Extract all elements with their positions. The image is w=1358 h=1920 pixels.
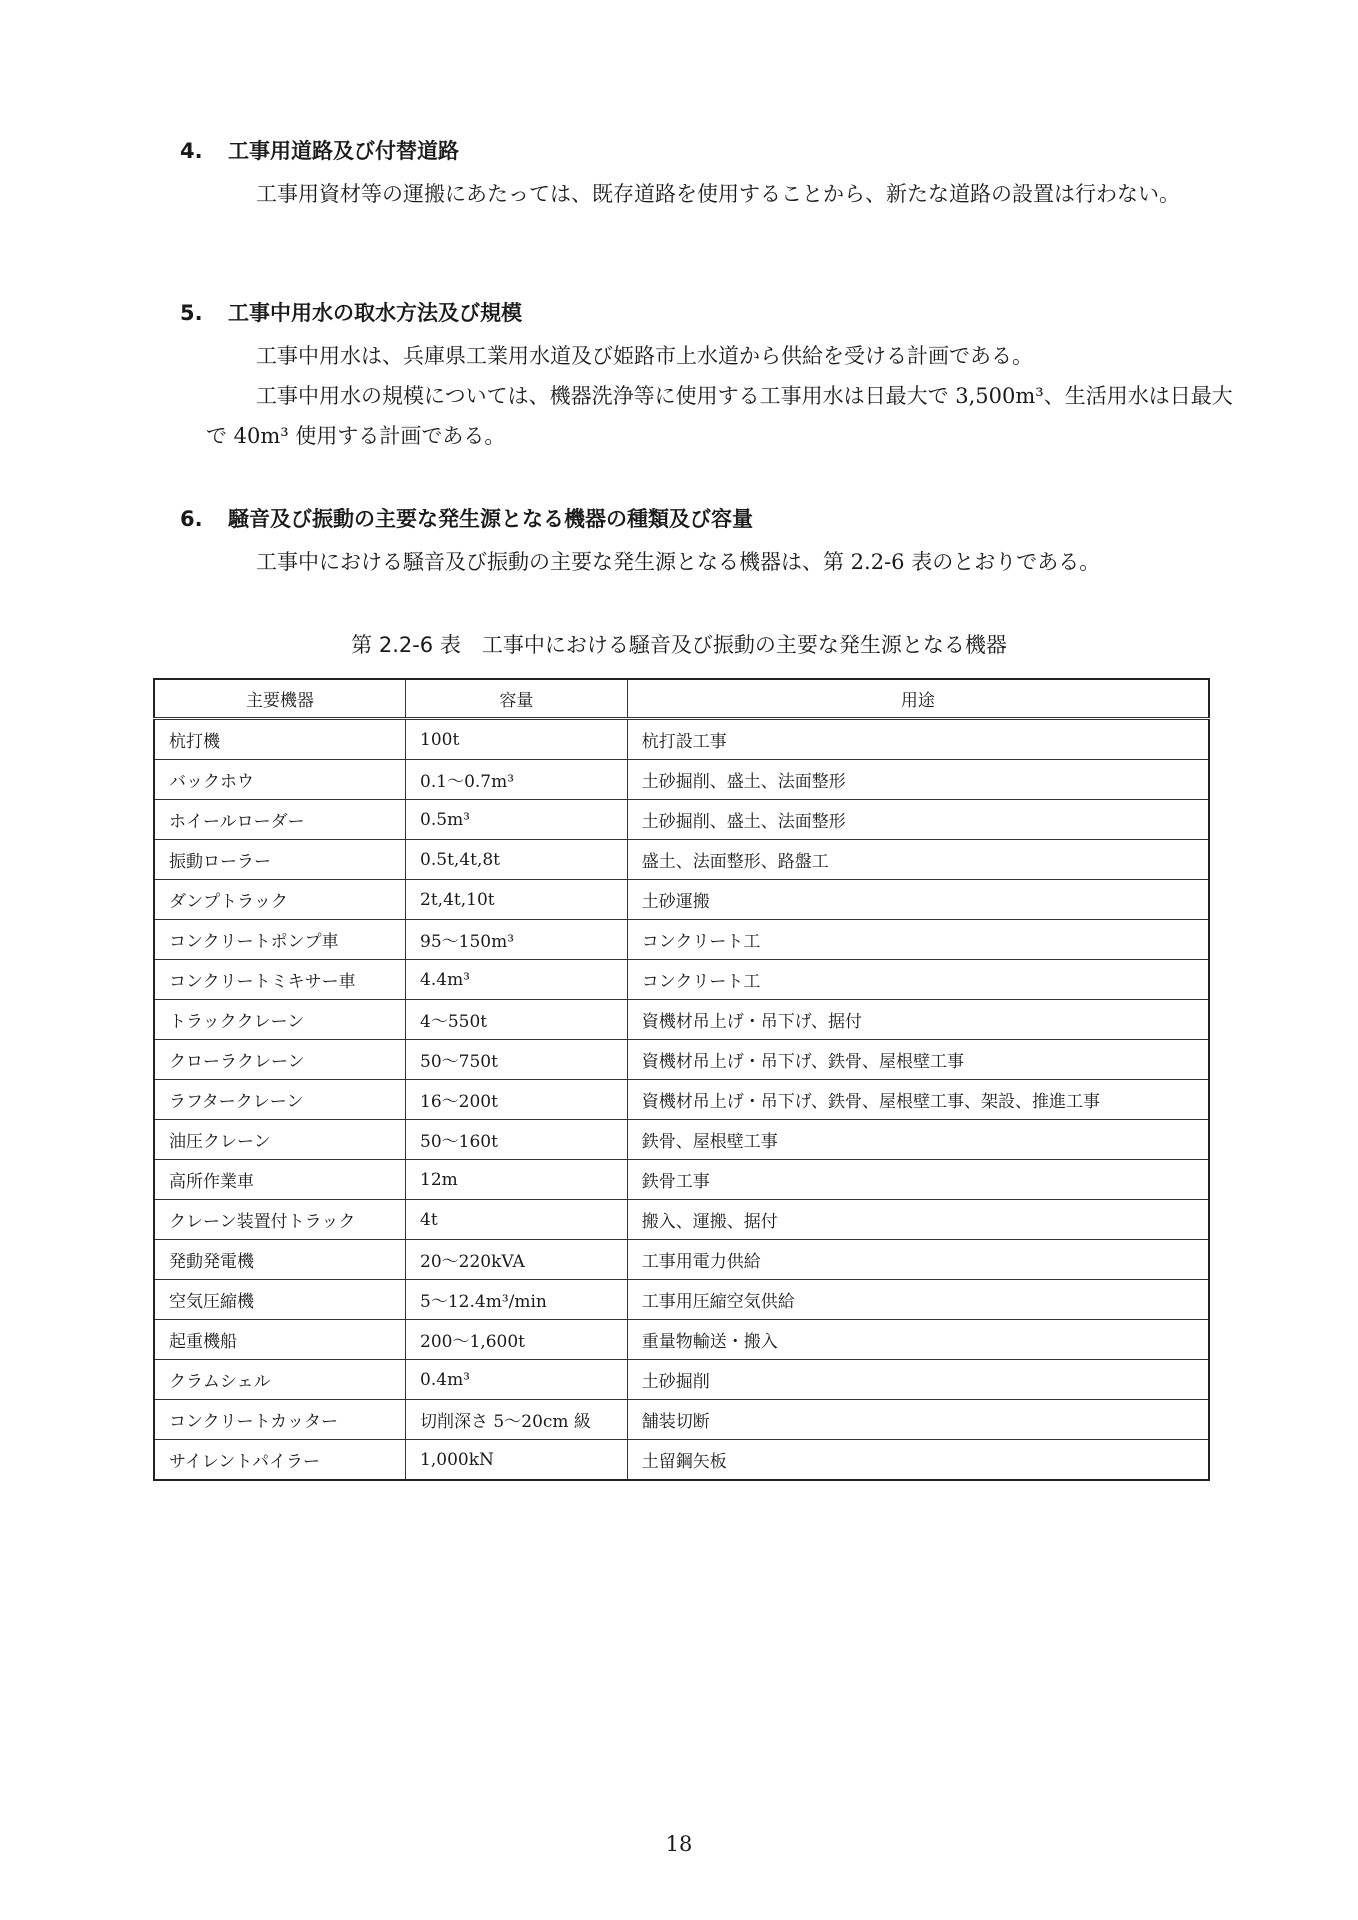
cell-capacity: 100t	[406, 719, 628, 760]
cell-equipment: 発動発電機	[154, 1240, 406, 1280]
cell-purpose: 杭打設工事	[627, 719, 1209, 760]
table-row	[154, 840, 1209, 880]
cell-capacity: 50～160t	[406, 1120, 628, 1160]
cell-capacity: 12m	[406, 1160, 628, 1200]
table-row	[154, 1400, 1209, 1440]
section-title: 騒音及び振動の主要な発生源となる機器の種類及び容量	[228, 507, 753, 531]
cell-equipment: ホイールローダー	[154, 800, 406, 840]
table-row	[154, 1320, 1209, 1360]
cell-equipment: クレーン装置付トラック	[154, 1200, 406, 1240]
table-row	[154, 1000, 1209, 1040]
table-row	[154, 1360, 1209, 1400]
cell-capacity: 0.5t,4t,8t	[406, 840, 628, 880]
table-row	[154, 1280, 1209, 1320]
cell-equipment: ダンプトラック	[154, 880, 406, 920]
cell-capacity: 0.1～0.7m³	[406, 760, 628, 800]
cell-capacity: 20～220kVA	[406, 1240, 628, 1280]
section-paragraph: 工事用資材等の運搬にあたっては、既存道路を使用することから、新たな道路の設置は行わない。	[256, 182, 1180, 206]
section-heading	[180, 504, 1240, 534]
cell-equipment: クローラクレーン	[154, 1040, 406, 1080]
cell-purpose: 土砂運搬	[627, 880, 1209, 920]
table-row	[154, 760, 1209, 800]
cell-purpose: 資機材吊上げ・吊下げ、鉄骨、屋根壁工事	[627, 1040, 1209, 1080]
cell-capacity: 0.5m³	[406, 800, 628, 840]
table-row	[154, 1240, 1209, 1280]
table-row	[154, 1040, 1209, 1080]
cell-equipment: クラムシェル	[154, 1360, 406, 1400]
section-number: 4.	[180, 139, 203, 163]
page-number: 18	[665, 1832, 693, 1856]
cell-equipment: コンクリートミキサー車	[154, 960, 406, 1000]
cell-capacity: 2t,4t,10t	[406, 880, 628, 920]
column-header-purpose: 用途	[627, 679, 1209, 719]
cell-equipment: 振動ローラー	[154, 840, 406, 880]
section-number: 5.	[180, 301, 203, 325]
cell-equipment: ラフタークレーン	[154, 1080, 406, 1120]
cell-purpose: 土砂掘削	[627, 1360, 1209, 1400]
cell-purpose: 資機材吊上げ・吊下げ、鉄骨、屋根壁工事、架設、推進工事	[627, 1080, 1209, 1120]
cell-purpose: 重量物輸送・搬入	[627, 1320, 1209, 1360]
cell-purpose: コンクリート工	[627, 920, 1209, 960]
equipment-table	[153, 678, 1210, 1481]
cell-purpose: 土留鋼矢板	[627, 1440, 1209, 1481]
cell-purpose: 資機材吊上げ・吊下げ、据付	[627, 1000, 1209, 1040]
section-heading	[180, 298, 1240, 328]
cell-capacity: 200～1,600t	[406, 1320, 628, 1360]
cell-purpose: 工事用圧縮空気供給	[627, 1280, 1209, 1320]
table-row	[154, 920, 1209, 960]
cell-purpose: 土砂掘削、盛土、法面整形	[627, 800, 1209, 840]
cell-purpose: 鉄骨工事	[627, 1160, 1209, 1200]
table-row	[154, 719, 1209, 760]
section-paragraph: 工事中における騒音及び振動の主要な発生源となる機器は、第 2.2-6 表のとおりである。	[256, 550, 1101, 574]
table-row	[154, 1440, 1209, 1481]
section-paragraph: 工事中用水は、兵庫県工業用水道及び姫路市上水道から供給を受ける計画である。	[256, 344, 1033, 368]
section-paragraph: 工事中用水の規模については、機器洗浄等に使用する工事用水は日最大で 3,500m³、生活用水は日最大で 40m³ 使用する計画である。	[206, 384, 1233, 448]
cell-capacity: 4t	[406, 1200, 628, 1240]
section-heading	[180, 136, 1240, 166]
section-5	[180, 298, 1240, 456]
cell-equipment: 起重機船	[154, 1320, 406, 1360]
cell-capacity: 4.4m³	[406, 960, 628, 1000]
section-title: 工事中用水の取水方法及び規模	[228, 301, 522, 325]
cell-equipment: 空気圧縮機	[154, 1280, 406, 1320]
table-caption: 第 2.2-6 表 工事中における騒音及び振動の主要な発生源となる機器	[351, 633, 1007, 657]
table-row	[154, 880, 1209, 920]
cell-equipment: バックホウ	[154, 760, 406, 800]
cell-equipment: トラッククレーン	[154, 1000, 406, 1040]
cell-purpose: 鉄骨、屋根壁工事	[627, 1120, 1209, 1160]
cell-purpose: 搬入、運搬、据付	[627, 1200, 1209, 1240]
cell-equipment: コンクリートカッター	[154, 1400, 406, 1440]
cell-purpose: 工事用電力供給	[627, 1240, 1209, 1280]
cell-equipment: 杭打機	[154, 719, 406, 760]
cell-capacity: 50～750t	[406, 1040, 628, 1080]
table-row	[154, 1120, 1209, 1160]
table-row	[154, 800, 1209, 840]
cell-capacity: 16～200t	[406, 1080, 628, 1120]
cell-capacity: 切削深さ 5～20cm 級	[406, 1400, 628, 1440]
cell-capacity: 5～12.4m³/min	[406, 1280, 628, 1320]
cell-equipment: 高所作業車	[154, 1160, 406, 1200]
cell-purpose: 土砂掘削、盛土、法面整形	[627, 760, 1209, 800]
cell-capacity: 95～150m³	[406, 920, 628, 960]
table-body	[154, 719, 1209, 1481]
cell-equipment: サイレントパイラー	[154, 1440, 406, 1481]
cell-equipment: コンクリートポンプ車	[154, 920, 406, 960]
section-4	[180, 136, 1240, 214]
cell-capacity: 4～550t	[406, 1000, 628, 1040]
column-header-equipment: 主要機器	[154, 679, 406, 719]
table-header-row	[154, 679, 1209, 719]
section-6	[180, 504, 1240, 582]
column-header-capacity: 容量	[406, 679, 628, 719]
table-row	[154, 1160, 1209, 1200]
cell-purpose: コンクリート工	[627, 960, 1209, 1000]
cell-purpose: 舗装切断	[627, 1400, 1209, 1440]
section-number: 6.	[180, 507, 203, 531]
table-row	[154, 960, 1209, 1000]
cell-equipment: 油圧クレーン	[154, 1120, 406, 1160]
cell-capacity: 0.4m³	[406, 1360, 628, 1400]
table-row	[154, 1200, 1209, 1240]
section-title: 工事用道路及び付替道路	[228, 139, 459, 163]
table-row	[154, 1080, 1209, 1120]
cell-purpose: 盛土、法面整形、路盤工	[627, 840, 1209, 880]
cell-capacity: 1,000kN	[406, 1440, 628, 1481]
